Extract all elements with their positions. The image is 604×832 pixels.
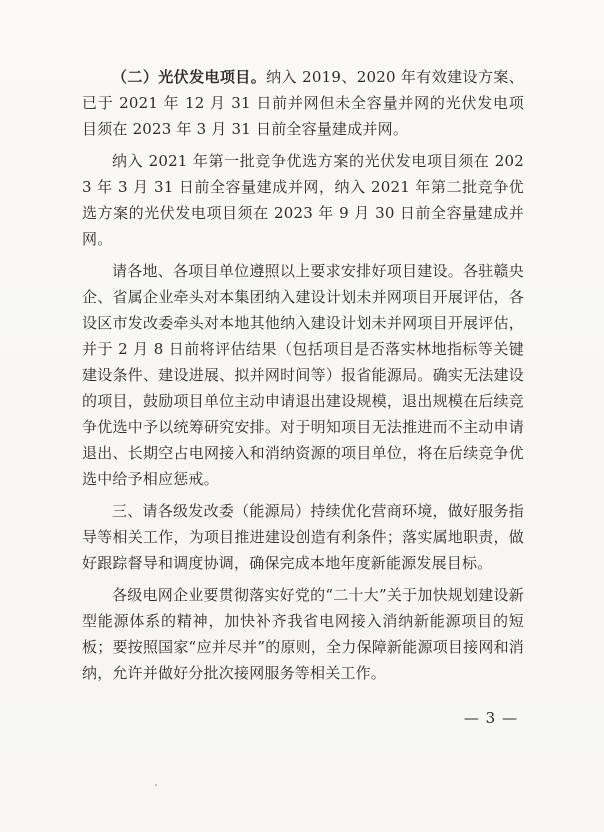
paragraph-text: 纳入 2021 年第一批竞争优选方案的光伏发电项目须在 2023 年 3 月 31 日前全容量建成并网，纳入 2021 年第二批竞争优选方案的光伏发电项目须在 2023 年 9 月 30 日前全容量建成并网。 — [82, 152, 524, 248]
paragraph-text: 请各地、各项目单位遵照以上要求安排好项目建设。各驻赣央企、省属企业牵头对本集团纳入建设计划未并网项目开展评估，各设区市发改委牵头对本地其他纳入建设计划未并网项目开展评估，并于 2 月 8 日前将评估结果（包括项目是否落实林地指标等关键建设条件、建设进展、拟并网时间等）报省能源局。确实无法建设的项目，鼓励项目单位主动申请退出建设规模，退出规模在后续竞争优选中予以统筹研究安排。对于明知项目无法推进而不主动申请退出、长期空占电网接入和消纳资源的项目单位，将在后续竞争优选中给予相应惩戒。 — [82, 262, 524, 488]
section-heading-photovoltaic: （二）光伏发电项目。 — [112, 68, 267, 86]
paragraph-project-assessment — [82, 258, 524, 492]
paragraph-text: 纳入 2019、2020 年有效建设方案、已于 2021 年 12 月 31 日前并网但未全容量并网的光伏发电项目须在 2023 年 3 月 31 日前全容量建成并网。 — [82, 68, 524, 138]
paragraph-photovoltaic-projects — [82, 64, 524, 142]
paragraph-grid-companies — [82, 582, 524, 686]
paragraph-section-three — [82, 498, 524, 576]
paragraph-text: 三、请各级发改委（能源局）持续优化营商环境，做好服务指导等相关工作，为项目推进建设创造有利条件；落实属地职责，做好跟踪督导和调度协调，确保完成本地年度新能源发展目标。 — [82, 502, 524, 572]
scan-speck — [155, 784, 157, 786]
paragraph-competitive-selection — [82, 148, 524, 252]
document-body — [82, 64, 524, 692]
paragraph-text: 各级电网企业要贯彻落实好党的“二十大”关于加快规划建设新型能源体系的精神，加快补齐我省电网接入消纳新能源项目的短板；要按照国家“应并尽并”的原则，全力保障新能源项目接网和消纳，允许并做好分批次接网服务等相关工作。 — [82, 586, 524, 682]
page-number: — 3 — — [463, 709, 518, 727]
